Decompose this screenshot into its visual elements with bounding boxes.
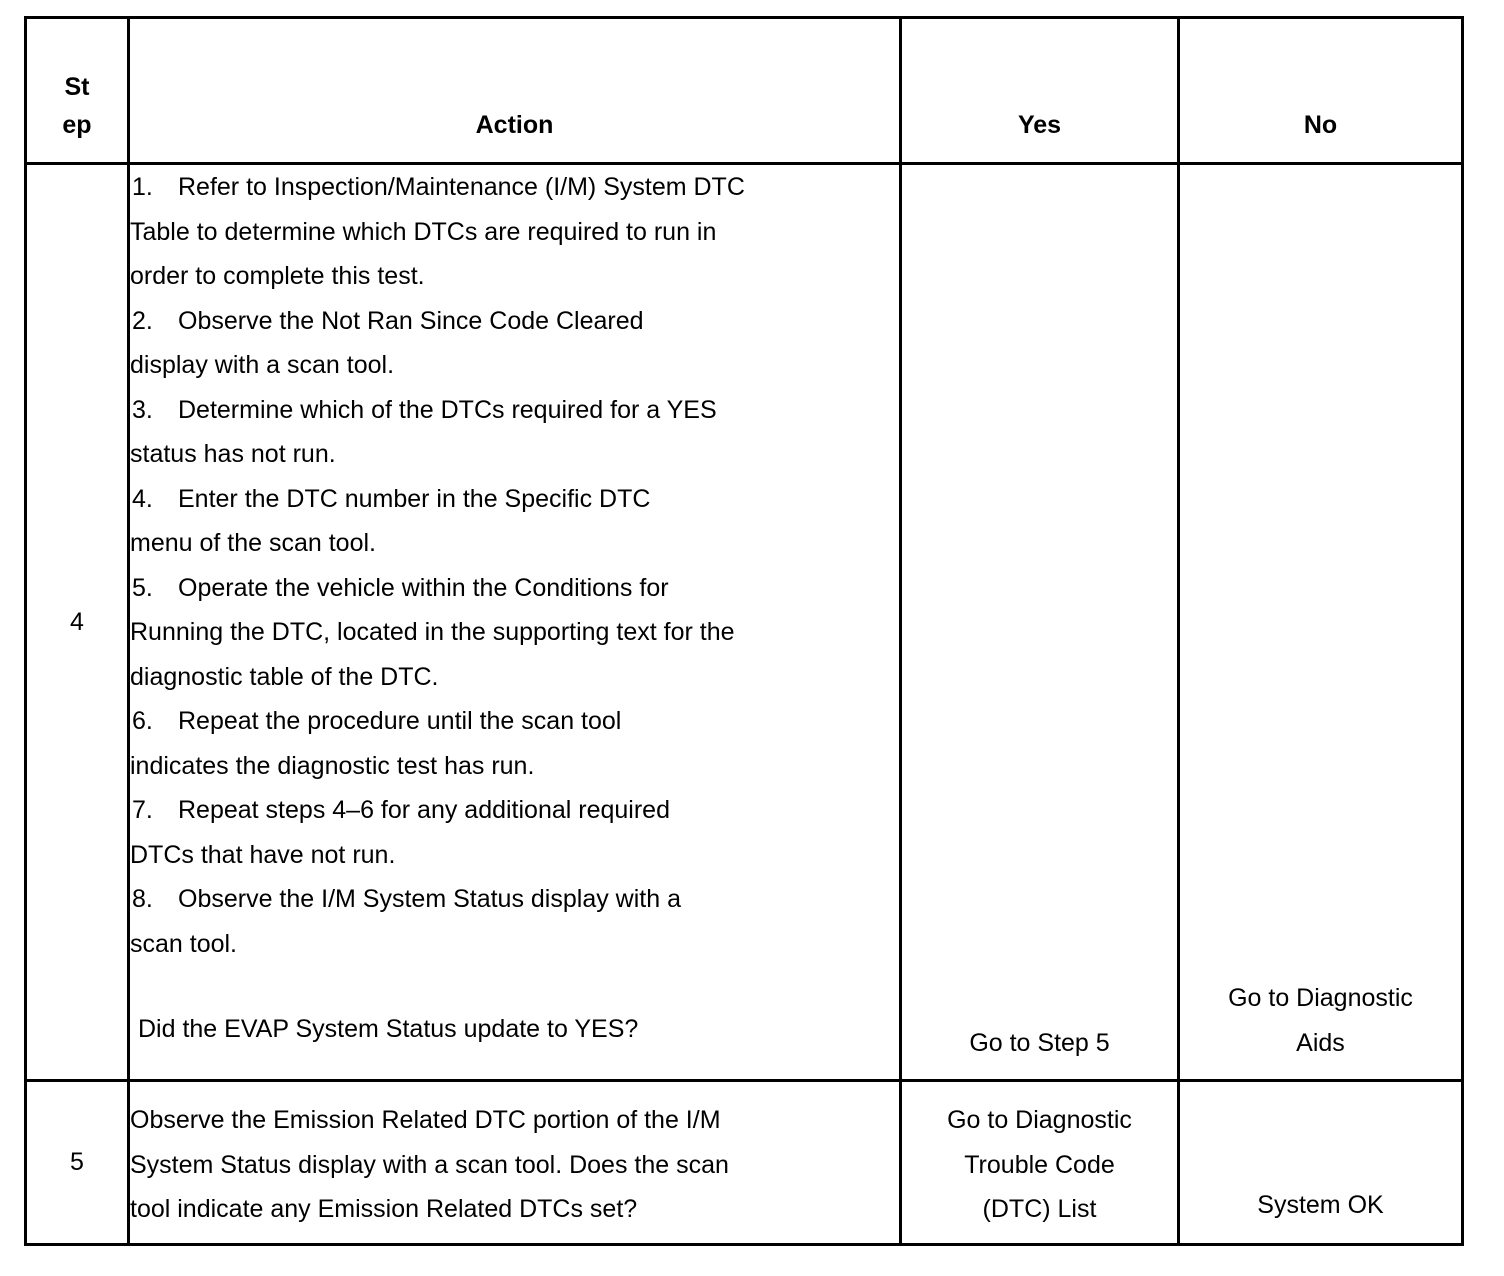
action-step-number: 6.: [132, 707, 153, 735]
action-step-number: 8.: [132, 885, 153, 913]
action-column-header: Action: [129, 18, 901, 164]
header-row: [26, 18, 1463, 164]
action-step-text: Observe the I/M System Status display with a: [178, 885, 681, 913]
action-step-first-line: [130, 165, 899, 210]
yes-line: Go to Diagnostic: [947, 1106, 1132, 1134]
action-line: Observe the Emission Related DTC portion of the I/M: [130, 1106, 721, 1134]
action-step-text: Refer to Inspection/Maintenance (I/M) System DTC: [178, 173, 745, 201]
action-step-text: Repeat steps 4–6 for any additional required: [178, 796, 670, 824]
action-step-item: [130, 388, 899, 477]
no-cell: [1179, 1081, 1463, 1245]
action-step-item: [130, 566, 899, 700]
action-step-continuation: [130, 833, 899, 878]
action-step-continuation: [130, 254, 899, 299]
action-step-continuation: [130, 655, 899, 700]
action-cell: [129, 1081, 901, 1245]
action-step-continuation: [130, 343, 899, 388]
action-text: [130, 1098, 810, 1232]
action-line: tool indicate any Emission Related DTCs set?: [130, 1195, 638, 1223]
yes-column-header: Yes: [901, 18, 1179, 164]
action-step-text: Observe the Not Ran Since Code Cleared: [178, 306, 644, 335]
action-step-number: 3.: [132, 395, 153, 424]
action-step-text: Table to determine which DTCs are required to run in: [130, 217, 717, 246]
diagnostic-table: [24, 16, 1464, 1246]
action-step-text: Enter the DTC number in the Specific DTC: [178, 484, 651, 513]
action-step-continuation: [130, 922, 899, 967]
action-step-text: status has not run.: [130, 440, 336, 468]
action-step-first-line: [130, 477, 899, 522]
action-list: [130, 165, 899, 966]
action-step-continuation: [130, 610, 899, 655]
action-step-number: 2.: [132, 306, 153, 335]
no-line: Aids: [1296, 1028, 1345, 1057]
action-step-first-line: [130, 299, 899, 344]
step-number: 5: [26, 1081, 129, 1245]
action-step-first-line: [130, 566, 899, 611]
action-step-text: menu of the scan tool.: [130, 529, 376, 557]
action-step-number: 1.: [132, 173, 153, 201]
action-step-text: diagnostic table of the DTC.: [130, 662, 439, 691]
action-step-number: 7.: [132, 796, 153, 824]
yes-cell: [901, 164, 1179, 1081]
action-step-text: Running the DTC, located in the supporting text for the: [130, 618, 735, 646]
yes-line: Trouble Code: [964, 1150, 1115, 1179]
yes-line: Go to Step 5: [969, 1028, 1110, 1057]
action-step-number: 4.: [132, 484, 153, 513]
action-step-number: 5.: [132, 573, 153, 602]
action-step-text: Determine which of the DTCs required for a YES: [178, 395, 717, 424]
step-number: 4: [26, 164, 129, 1081]
action-step-text: DTCs that have not run.: [130, 840, 396, 869]
action-step-continuation: [130, 210, 899, 255]
yes-line: (DTC) List: [982, 1195, 1097, 1223]
action-step-item: [130, 165, 899, 299]
no-cell: [1179, 164, 1463, 1081]
action-step-item: [130, 477, 899, 566]
action-step-text: order to complete this test.: [130, 262, 425, 290]
action-step-text: Operate the vehicle within the Conditions for: [178, 573, 669, 602]
action-step-first-line: [130, 388, 899, 433]
action-step-item: [130, 299, 899, 388]
action-cell: [129, 164, 901, 1081]
yes-cell: [901, 1081, 1179, 1245]
action-step-text: indicates the diagnostic test has run.: [130, 751, 535, 780]
no-line: Go to Diagnostic: [1228, 984, 1413, 1012]
action-step-text: display with a scan tool.: [130, 351, 395, 379]
action-step-item: [130, 699, 899, 788]
action-question: Did the EVAP System Status update to YES?: [138, 1015, 639, 1043]
action-step-item: [130, 788, 899, 877]
action-step-continuation: [130, 744, 899, 789]
action-step-text: scan tool.: [130, 929, 238, 958]
no-column-header: No: [1179, 18, 1463, 164]
action-step-continuation: [130, 432, 899, 477]
action-line: System Status display with a scan tool. Does the scan: [130, 1150, 729, 1179]
action-step-text: Repeat the procedure until the scan tool: [178, 707, 622, 735]
action-step-first-line: [130, 877, 899, 922]
action-step-first-line: [130, 699, 899, 744]
action-step-item: [130, 877, 899, 966]
action-step-first-line: [130, 788, 899, 833]
step-column-header: St ep: [26, 18, 129, 164]
table-row-step-4: [26, 164, 1463, 1081]
table-row-step-5: [26, 1081, 1463, 1245]
no-line: System OK: [1257, 1190, 1384, 1219]
action-step-continuation: [130, 521, 899, 566]
